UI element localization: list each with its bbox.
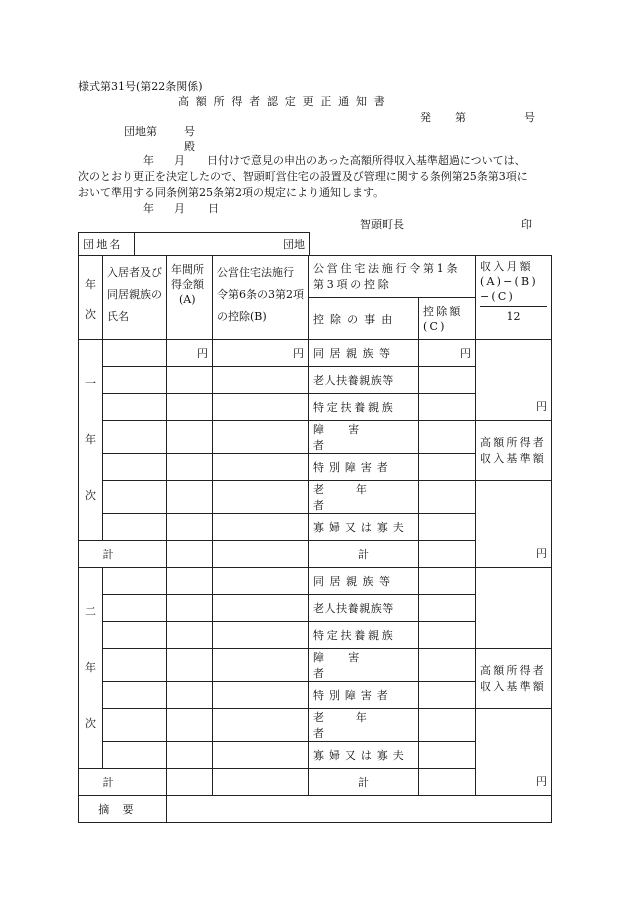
yen-unit: 円 — [460, 347, 471, 360]
deduct-b-cell[interactable] — [213, 421, 309, 454]
year-1-char-3: 次 — [85, 489, 96, 502]
amount-c-cell[interactable] — [419, 622, 476, 649]
name-cell[interactable] — [103, 514, 167, 541]
income-cell[interactable] — [167, 742, 213, 769]
name-cell[interactable] — [103, 742, 167, 769]
document-title: 高 額 所 得 者 認 定 更 正 通 知 書 — [178, 95, 387, 108]
total-income-cell[interactable] — [167, 541, 213, 568]
income-cell[interactable] — [167, 649, 213, 682]
income-cell[interactable] — [167, 682, 213, 709]
year-2-char-3: 次 — [85, 717, 96, 730]
reason-cell: 特定扶養親族 — [309, 394, 419, 421]
intro-line-1: 日付けで意見の申出のあった高額所得収入基準超過については、 — [207, 154, 526, 167]
threshold-label: 高額所得者収入基準額 — [476, 421, 552, 481]
income-cell[interactable] — [167, 340, 213, 367]
deduct-b-cell[interactable] — [213, 481, 309, 514]
seal-mark: 印 — [521, 218, 532, 231]
name-cell[interactable] — [103, 421, 167, 454]
intro-year: 年 — [143, 154, 154, 167]
amount-c-cell[interactable] — [419, 394, 476, 421]
amount-c-cell[interactable] — [419, 481, 476, 514]
reason-cell: 特別障害者 — [309, 682, 419, 709]
header-name: 入居者及び同居親族の氏名 — [103, 256, 167, 340]
deduct-b-cell[interactable] — [213, 742, 309, 769]
addressee-dono: 殿 — [184, 140, 195, 153]
amount-c-cell[interactable] — [419, 340, 476, 367]
header-deduct-b: 公営住宅法施行令第6条の3第2項の控除(B) — [213, 256, 309, 340]
amount-c-cell[interactable] — [419, 709, 476, 742]
income-cell[interactable] — [167, 394, 213, 421]
intro-line-2: 次のとおり更正を決定したので、智頭町営住宅の設置及び管理に関する条例第25条第3項に — [78, 170, 528, 183]
income-cell[interactable] — [167, 709, 213, 742]
total-income-cell[interactable] — [167, 769, 213, 796]
deduct-b-cell[interactable] — [213, 367, 309, 394]
deduct-b-cell[interactable] — [213, 454, 309, 481]
total-spacer — [79, 769, 103, 796]
total-reason-label: 計 — [309, 769, 419, 796]
reason-cell: 障害者 — [309, 421, 419, 454]
danchi-number-2: 号 — [184, 125, 195, 138]
yen-unit: 円 — [197, 347, 208, 360]
amount-c-cell[interactable] — [419, 367, 476, 394]
header-year-2: 次 — [85, 308, 96, 321]
intro-month: 月 — [174, 154, 185, 167]
name-cell[interactable] — [103, 454, 167, 481]
name-cell[interactable] — [103, 568, 167, 595]
income-cell[interactable] — [167, 568, 213, 595]
deduct-b-cell[interactable] — [213, 394, 309, 421]
deduct-b-cell[interactable] — [213, 514, 309, 541]
reason-cell: 障害者 — [309, 649, 419, 682]
total-label: 計 — [103, 541, 167, 568]
total-spacer — [79, 541, 103, 568]
reason-cell: 同居親族等 — [309, 340, 419, 367]
reason-cell: 同居親族等 — [309, 568, 419, 595]
header-income — [167, 256, 213, 340]
header-monthly — [476, 256, 552, 340]
sign-month: 月 — [174, 202, 185, 215]
total-label: 計 — [103, 769, 167, 796]
name-cell[interactable] — [103, 649, 167, 682]
total-amount-c-cell[interactable] — [419, 541, 476, 568]
income-cell[interactable] — [167, 514, 213, 541]
yen-unit: 円 — [293, 347, 304, 360]
deduct-b-cell[interactable] — [213, 595, 309, 622]
threshold-cell[interactable] — [476, 481, 552, 568]
summary-label: 摘要 — [79, 796, 167, 823]
amount-c-cell[interactable] — [419, 514, 476, 541]
mayor-title: 智頭町長 — [360, 218, 404, 231]
header-year — [79, 256, 103, 340]
reason-cell: 寡婦又は寡夫 — [309, 514, 419, 541]
income-cell[interactable] — [167, 622, 213, 649]
yen-unit: 円 — [536, 547, 547, 560]
monthly-cell[interactable] — [476, 568, 552, 649]
danchi-name-table — [78, 232, 310, 256]
name-cell[interactable] — [103, 622, 167, 649]
header-income-label: 年間所得金額 — [171, 263, 204, 291]
amount-c-cell[interactable] — [419, 454, 476, 481]
year-2-char-1: 二 — [85, 605, 96, 618]
sign-year: 年 — [143, 202, 154, 215]
total-amount-c-cell[interactable] — [419, 769, 476, 796]
name-cell[interactable] — [103, 367, 167, 394]
year-1-label — [79, 340, 103, 541]
year-1-char-1: 一 — [85, 377, 96, 390]
reason-cell: 特別障害者 — [309, 454, 419, 481]
danchi-name-label: 団地名 — [79, 233, 135, 256]
header-income-a: (A) — [179, 293, 196, 306]
name-cell[interactable] — [103, 394, 167, 421]
threshold-cell[interactable] — [476, 709, 552, 796]
header-amount-c: 控除額(C) — [419, 298, 476, 340]
danchi-suffix: 団地 — [283, 238, 305, 251]
amount-c-cell[interactable] — [419, 649, 476, 682]
deduct-b-cell[interactable] — [213, 340, 309, 367]
issue-label-3: 号 — [524, 111, 535, 124]
amount-c-cell[interactable] — [419, 421, 476, 454]
reason-cell: 老人扶養親族等 — [309, 367, 419, 394]
threshold-label: 高額所得者収入基準額 — [476, 649, 552, 709]
income-cell[interactable] — [167, 454, 213, 481]
deduct-b-cell[interactable] — [213, 682, 309, 709]
total-deduct-b-cell[interactable] — [213, 769, 309, 796]
year-1-char-2: 年 — [85, 433, 96, 446]
total-deduct-b-cell[interactable] — [213, 541, 309, 568]
amount-c-cell[interactable] — [419, 568, 476, 595]
reason-cell: 老年者 — [309, 709, 419, 742]
deduct-b-cell[interactable] — [213, 649, 309, 682]
income-cell[interactable] — [167, 481, 213, 514]
intro-line-3: おいて準用する同条例第25条第2項の規定により通知します。 — [78, 186, 385, 199]
header-deduct-c: 公営住宅法施行令第1条第3項の控除 — [309, 256, 476, 298]
yen-unit: 円 — [536, 400, 547, 413]
name-cell[interactable] — [103, 595, 167, 622]
yen-unit: 円 — [536, 775, 547, 788]
header-year-1: 年 — [85, 278, 96, 291]
amount-c-cell[interactable] — [419, 742, 476, 769]
name-cell[interactable] — [103, 340, 167, 367]
income-cell[interactable] — [167, 595, 213, 622]
income-cell[interactable] — [167, 367, 213, 394]
amount-c-cell[interactable] — [419, 595, 476, 622]
reason-cell: 特定扶養親族 — [309, 622, 419, 649]
sign-day: 日 — [208, 202, 219, 215]
deduct-b-cell[interactable] — [213, 568, 309, 595]
name-cell[interactable] — [103, 682, 167, 709]
name-cell[interactable] — [103, 481, 167, 514]
issue-label-1: 発 — [420, 111, 431, 124]
reason-cell: 老人扶養親族等 — [309, 595, 419, 622]
header-monthly-divisor: 12 — [506, 310, 521, 323]
issue-label-2: 第 — [455, 111, 466, 124]
total-reason-label: 計 — [309, 541, 419, 568]
header-reason: 控除の事由 — [309, 298, 419, 340]
deduct-b-cell[interactable] — [213, 622, 309, 649]
summary-field[interactable] — [167, 796, 552, 823]
year-2-label — [79, 568, 103, 769]
monthly-cell[interactable] — [476, 340, 552, 421]
year-2-char-2: 年 — [85, 661, 96, 674]
income-table — [78, 255, 552, 823]
header-monthly-label: 収入月額(A)−(B)−(C) — [480, 259, 547, 307]
form-number: 様式第31号(第22条関係) — [78, 80, 203, 93]
deduct-b-cell[interactable] — [213, 709, 309, 742]
name-cell[interactable] — [103, 709, 167, 742]
reason-cell: 寡婦又は寡夫 — [309, 742, 419, 769]
amount-c-cell[interactable] — [419, 682, 476, 709]
danchi-name-field[interactable] — [135, 233, 310, 256]
danchi-number-1: 団地第 — [124, 125, 157, 138]
income-cell[interactable] — [167, 421, 213, 454]
reason-cell: 老年者 — [309, 481, 419, 514]
